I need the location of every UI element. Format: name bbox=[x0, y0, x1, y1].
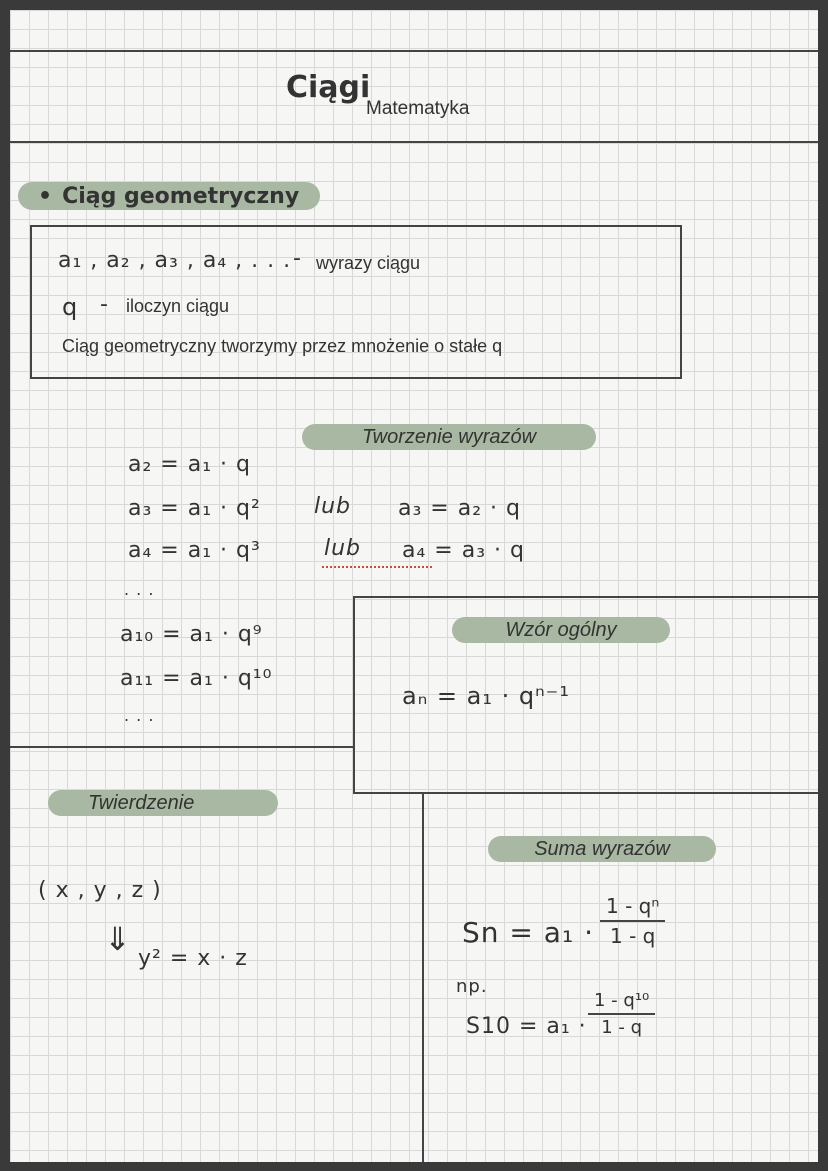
example-fraction bbox=[588, 990, 655, 1038]
example-label: np. bbox=[456, 976, 488, 997]
lub-2: lub bbox=[324, 536, 362, 561]
sum-fraction bbox=[600, 894, 665, 948]
example-numerator: 1 - q¹⁰ bbox=[594, 990, 650, 1011]
wzor-pill bbox=[452, 617, 670, 643]
lub-1: lub bbox=[314, 494, 352, 519]
page-title: Ciągi bbox=[286, 70, 371, 105]
divider bbox=[10, 50, 818, 52]
formula-a2: a₂ = a₁ · q bbox=[128, 452, 251, 477]
spellcheck-underline bbox=[322, 566, 432, 568]
divider bbox=[422, 792, 424, 1162]
twierdzenie-pill bbox=[48, 790, 278, 816]
terms-expression: a₁ , a₂ , a₃ , a₄ , . . . bbox=[58, 248, 292, 273]
ellipsis-1: . . . bbox=[124, 580, 155, 599]
bullet: • bbox=[38, 183, 53, 209]
formula-a3: a₃ = a₁ · q² bbox=[128, 496, 261, 521]
example-lhs: S10 = a₁ · bbox=[466, 1014, 587, 1039]
formula-a11: a₁₁ = a₁ · q¹⁰ bbox=[120, 666, 273, 691]
notebook-page bbox=[10, 10, 818, 1162]
section-title: Ciąg geometryczny bbox=[62, 183, 300, 209]
q-symbol: q bbox=[62, 293, 79, 321]
twierdzenie-label: Twierdzenie bbox=[88, 791, 195, 814]
formula-a3-alt: a₃ = a₂ · q bbox=[398, 496, 521, 521]
suma-pill bbox=[488, 836, 716, 862]
implies-arrow: ⇓ bbox=[104, 920, 132, 958]
triple-xyz: ( x , y , z ) bbox=[38, 878, 162, 903]
ellipsis-2: . . . bbox=[124, 706, 155, 725]
q-label: iloczyn ciągu bbox=[126, 296, 230, 316]
page-subtitle: Matematyka bbox=[366, 98, 470, 119]
sum-numerator: 1 - qⁿ bbox=[606, 894, 660, 918]
formula-a4-alt: a₄ = a₃ · q bbox=[402, 538, 525, 563]
divider bbox=[10, 746, 355, 748]
terms-dash: - bbox=[293, 246, 302, 271]
terms-label: wyrazy ciągu bbox=[316, 253, 421, 273]
tworzenie-pill bbox=[302, 424, 596, 450]
formula-a4: a₄ = a₁ · q³ bbox=[128, 538, 261, 563]
rule-text: Ciąg geometryczny tworzymy przez mnożenie o stałe q bbox=[62, 336, 503, 356]
section-title-pill bbox=[18, 182, 320, 210]
sum-lhs: Sn = a₁ · bbox=[462, 916, 594, 949]
general-formula: aₙ = a₁ · qⁿ⁻¹ bbox=[402, 682, 570, 710]
suma-label: Suma wyrazów bbox=[534, 837, 670, 860]
example-denominator: 1 - q bbox=[601, 1017, 643, 1038]
wzor-label: Wzór ogólny bbox=[505, 618, 617, 641]
tworzenie-label: Tworzenie wyrazów bbox=[361, 425, 537, 448]
divider bbox=[10, 141, 818, 143]
sum-denominator: 1 - q bbox=[609, 924, 656, 948]
theorem-result: y² = x · z bbox=[138, 946, 248, 971]
formula-a10: a₁₀ = a₁ · q⁹ bbox=[120, 622, 263, 647]
q-dash: - bbox=[100, 292, 109, 317]
